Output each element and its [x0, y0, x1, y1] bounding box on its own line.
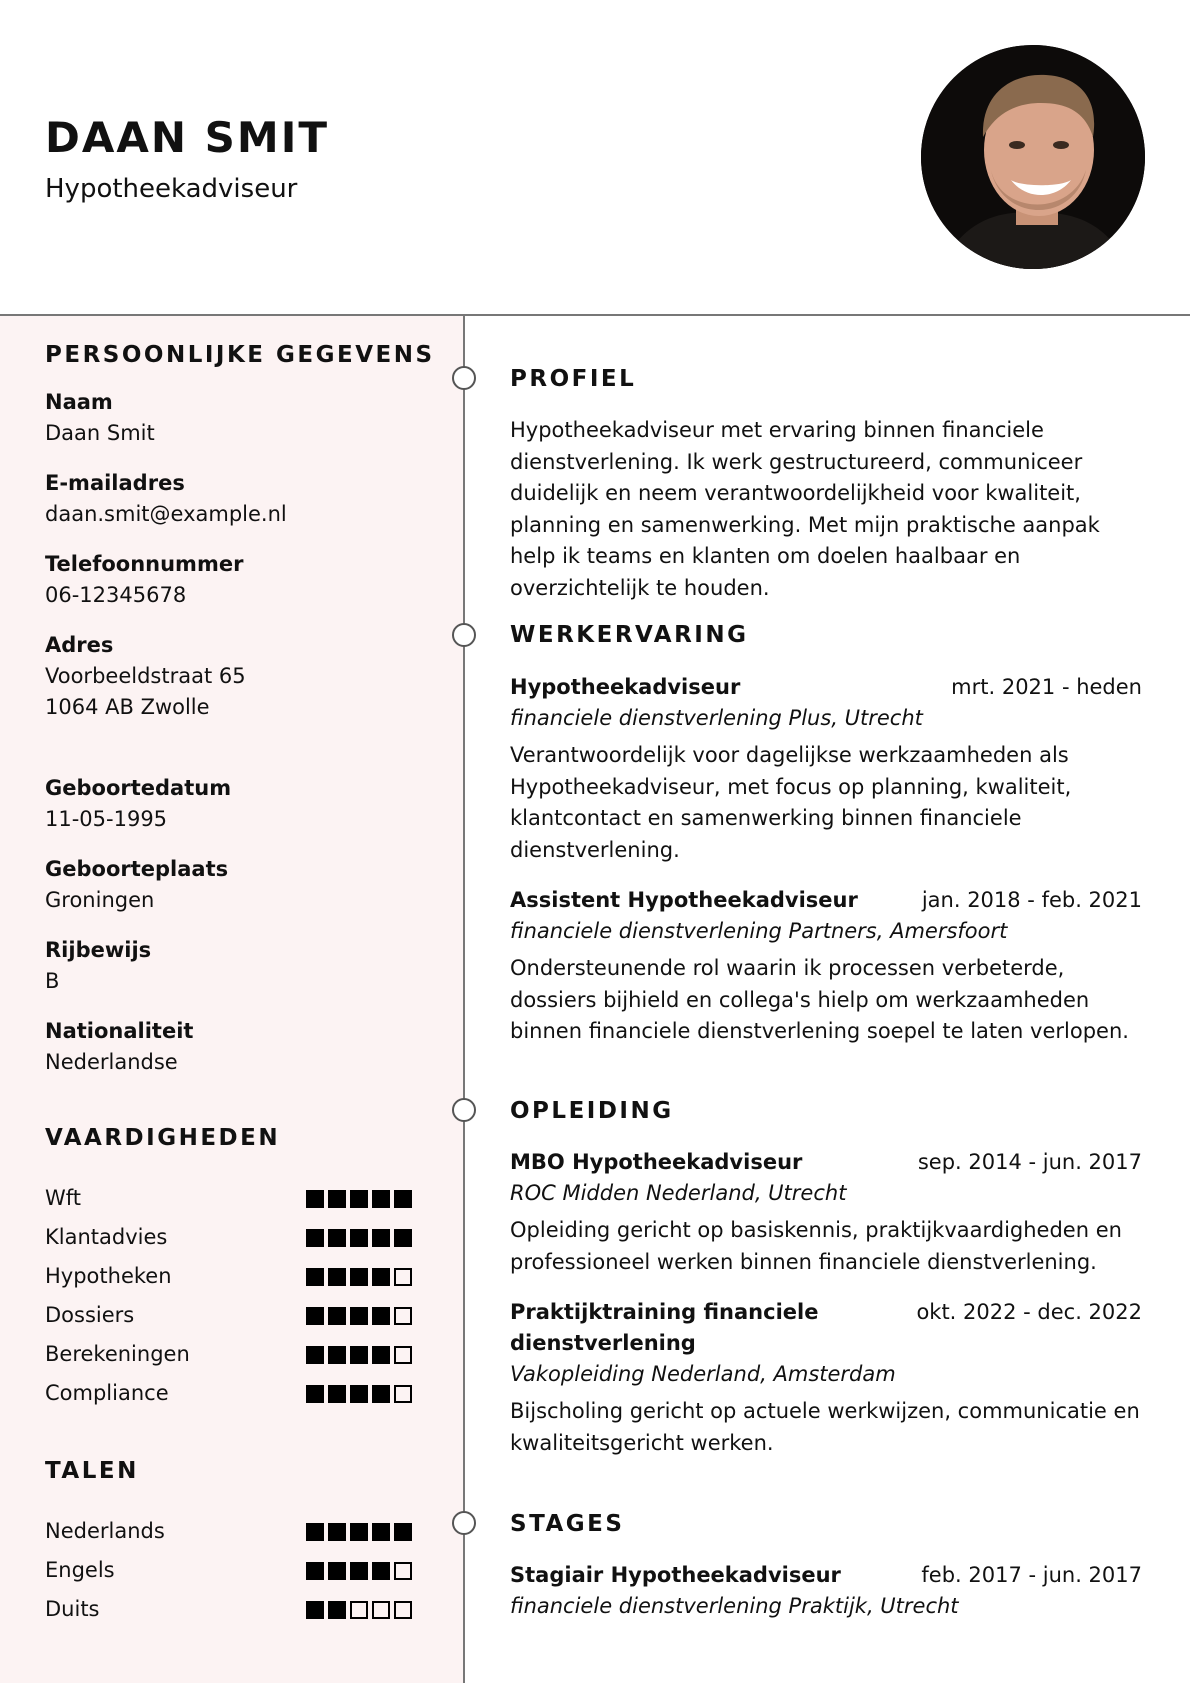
language-row [45, 1555, 425, 1586]
rating-square-filled [350, 1268, 368, 1286]
skill-rating [306, 1307, 416, 1325]
entry-dates: jan. 2018 - feb. 2021 [921, 888, 1142, 912]
rating-square-filled [350, 1385, 368, 1403]
field-label: Rijbewijs [45, 938, 152, 962]
field-phone [45, 549, 425, 611]
rating-square-filled [306, 1562, 324, 1580]
portrait-photo [921, 45, 1145, 269]
skill-rating [306, 1190, 416, 1208]
skill-name: Compliance [45, 1381, 169, 1405]
profile-heading: PROFIEL [510, 366, 637, 392]
rating-square-filled [372, 1268, 390, 1286]
entry-description: Bijscholing gericht op actuele werkwijzen, communicatie en kwaliteitsgericht werken. [510, 1399, 1140, 1455]
rating-square-filled [306, 1346, 324, 1364]
skill-name: Hypotheken [45, 1264, 172, 1288]
education-entry [510, 1297, 1142, 1459]
entry-title: Praktijktraining financiele dienstverlening [510, 1300, 819, 1355]
experience-heading: WERKERVARING [510, 622, 749, 648]
rating-square-empty [350, 1601, 368, 1619]
entry-organization: financiele dienstverlening Plus, Utrecht [510, 706, 923, 730]
field-birthplace [45, 854, 425, 916]
rating-square-empty [394, 1601, 412, 1619]
entry-description: Ondersteunende rol waarin ik processen verbeterde, dossiers bijhield en collega's hielp om werkzaamheden binnen financiele dienstverlening soepel te laten verlopen. [510, 956, 1129, 1043]
profile-text: Hypotheekadviseur met ervaring binnen financiele dienstverlening. Ik werk gestructureerd, communiceer duidelijk en neem verantwoordelijkheid voor kwaliteit, planning en samenwerking. Met mijn praktische aanpak help ik teams en klanten om doelen haalbaar en overzichtelijk te houden. [510, 418, 1100, 600]
skill-name: Berekeningen [45, 1342, 190, 1366]
entry-organization: Vakopleiding Nederland, Amsterdam [510, 1362, 896, 1386]
entry-dates: feb. 2017 - jun. 2017 [921, 1563, 1142, 1587]
field-value: daan.smit@example.nl [45, 502, 287, 526]
rating-square-filled [350, 1523, 368, 1541]
rating-square-filled [372, 1385, 390, 1403]
field-value: 11-05-1995 [45, 807, 168, 831]
rating-square-filled [306, 1523, 324, 1541]
entry-dates: okt. 2022 - dec. 2022 [916, 1300, 1142, 1324]
rating-square-empty [372, 1601, 390, 1619]
personal-heading: PERSOONLIJKE GEGEVENS [45, 342, 435, 368]
entry-dates: sep. 2014 - jun. 2017 [917, 1150, 1142, 1174]
rating-square-empty [394, 1346, 412, 1364]
timeline-dot-profile [452, 366, 476, 390]
internship-entry [510, 1560, 1142, 1622]
rating-square-filled [372, 1190, 390, 1208]
rating-square-filled [350, 1229, 368, 1247]
skill-name: Wft [45, 1186, 82, 1210]
rating-square-filled [394, 1229, 412, 1247]
rating-square-filled [306, 1229, 324, 1247]
entry-title: MBO Hypotheekadviseur [510, 1150, 803, 1174]
entry-dates: mrt. 2021 - heden [951, 675, 1142, 699]
education-heading: OPLEIDING [510, 1098, 674, 1124]
entry-description: Verantwoordelijk voor dagelijkse werkzaamheden als Hypotheekadviseur, met focus op planning, kwaliteit, klantcontact en samenwerking binnen financiele dienstverlening. [510, 743, 1072, 862]
skill-row [45, 1261, 425, 1292]
skill-row [45, 1222, 425, 1253]
field-value: 06-12345678 [45, 583, 187, 607]
language-row [45, 1594, 425, 1625]
field-value: Nederlandse [45, 1050, 178, 1074]
field-value: Voorbeeldstraat 65 [45, 664, 246, 688]
field-label: E-mailadres [45, 471, 185, 495]
field-label: Naam [45, 390, 113, 414]
candidate-name: DAAN SMIT [45, 113, 329, 162]
rating-square-filled [372, 1562, 390, 1580]
field-license [45, 935, 425, 997]
skill-row [45, 1378, 425, 1409]
field-value: Daan Smit [45, 421, 155, 445]
rating-square-empty [394, 1307, 412, 1325]
rating-square-filled [328, 1562, 346, 1580]
entry-organization: financiele dienstverlening Praktijk, Utrecht [510, 1594, 959, 1618]
rating-square-filled [350, 1190, 368, 1208]
language-name: Nederlands [45, 1519, 165, 1543]
field-label: Geboortedatum [45, 776, 232, 800]
rating-square-filled [328, 1385, 346, 1403]
rating-square-filled [328, 1268, 346, 1286]
language-name: Duits [45, 1597, 100, 1621]
field-nationality [45, 1016, 425, 1078]
rating-square-filled [328, 1307, 346, 1325]
skill-row [45, 1183, 425, 1214]
experience-entry [510, 672, 1142, 866]
field-label: Adres [45, 633, 114, 657]
timeline-dot-education [452, 1098, 476, 1122]
cv-header [0, 0, 1190, 314]
rating-square-filled [350, 1346, 368, 1364]
timeline-dot-internships [452, 1511, 476, 1535]
field-value: B [45, 969, 60, 993]
rating-square-filled [372, 1523, 390, 1541]
rating-square-filled [328, 1346, 346, 1364]
rating-square-empty [394, 1562, 412, 1580]
candidate-job-title: Hypotheekadviseur [45, 174, 298, 204]
field-label: Telefoonnummer [45, 552, 244, 576]
skill-name: Klantadvies [45, 1225, 168, 1249]
profile-section [510, 415, 1142, 604]
field-address [45, 630, 425, 723]
entry-title: Stagiair Hypotheekadviseur [510, 1563, 841, 1587]
entry-organization: financiele dienstverlening Partners, Amersfoort [510, 919, 1008, 943]
language-rating [306, 1523, 416, 1541]
education-entry [510, 1147, 1142, 1278]
rating-square-filled [306, 1268, 324, 1286]
timeline-dot-experience [452, 623, 476, 647]
field-value: Groningen [45, 888, 155, 912]
skill-name: Dossiers [45, 1303, 135, 1327]
portrait-illustration [921, 45, 1145, 269]
field-birthdate [45, 773, 425, 835]
experience-entry [510, 885, 1142, 1048]
rating-square-filled [350, 1562, 368, 1580]
rating-square-filled [328, 1190, 346, 1208]
rating-square-filled [328, 1229, 346, 1247]
language-name: Engels [45, 1558, 115, 1582]
skill-rating [306, 1385, 416, 1403]
field-label: Geboorteplaats [45, 857, 229, 881]
skill-rating [306, 1346, 416, 1364]
rating-square-filled [394, 1523, 412, 1541]
rating-square-empty [394, 1385, 412, 1403]
rating-square-filled [306, 1601, 324, 1619]
entry-title: Assistent Hypotheekadviseur [510, 888, 858, 912]
entry-description: Opleiding gericht op basiskennis, praktijkvaardigheden en professioneel werken binnen financiele dienstverlening. [510, 1218, 1122, 1274]
field-email [45, 468, 425, 530]
rating-square-filled [328, 1601, 346, 1619]
skill-rating [306, 1268, 416, 1286]
rating-square-filled [306, 1385, 324, 1403]
rating-square-filled [372, 1229, 390, 1247]
field-value-line2: 1064 AB Zwolle [45, 695, 210, 719]
language-row [45, 1516, 425, 1547]
entry-title: Hypotheekadviseur [510, 675, 741, 699]
timeline-line [463, 314, 465, 1683]
rating-square-filled [372, 1346, 390, 1364]
rating-square-filled [328, 1523, 346, 1541]
rating-square-filled [394, 1190, 412, 1208]
skills-heading: VAARDIGHEDEN [45, 1125, 281, 1151]
entry-organization: ROC Midden Nederland, Utrecht [510, 1181, 847, 1205]
rating-square-filled [306, 1190, 324, 1208]
languages-heading: TALEN [45, 1458, 139, 1484]
rating-square-filled [306, 1307, 324, 1325]
rating-square-empty [394, 1268, 412, 1286]
skill-rating [306, 1229, 416, 1247]
skill-row [45, 1339, 425, 1370]
language-rating [306, 1601, 416, 1619]
rating-square-filled [372, 1307, 390, 1325]
rating-square-filled [350, 1307, 368, 1325]
skill-row [45, 1300, 425, 1331]
field-label: Nationaliteit [45, 1019, 194, 1043]
language-rating [306, 1562, 416, 1580]
internships-heading: STAGES [510, 1511, 625, 1537]
field-name [45, 387, 425, 449]
